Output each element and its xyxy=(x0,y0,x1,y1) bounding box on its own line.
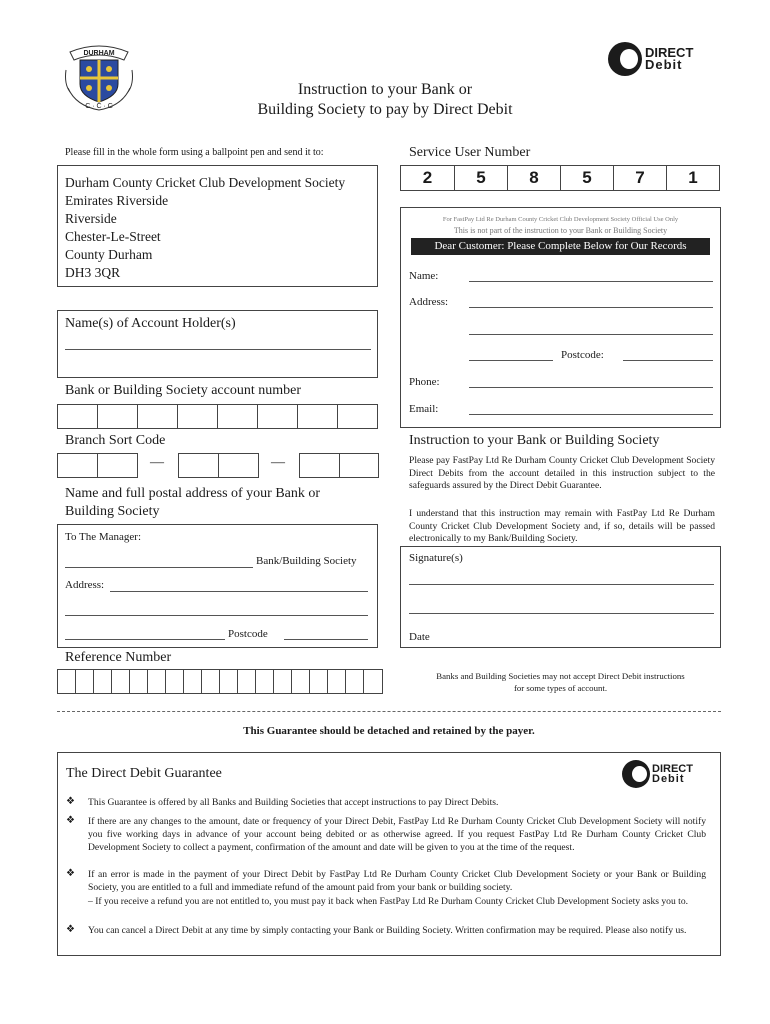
date-label: Date xyxy=(409,631,430,643)
phone-input[interactable] xyxy=(469,387,713,388)
address-input-2[interactable] xyxy=(469,334,713,335)
guarantee-dd-line2: Debit xyxy=(652,773,685,785)
bank-building-society-label: Bank/Building Society xyxy=(256,555,357,567)
service-digit-1: 2 xyxy=(400,165,455,191)
name-input[interactable] xyxy=(469,281,713,282)
sort-digit-cell[interactable] xyxy=(339,453,379,478)
not-part-text: This is not part of the instruction to your Bank or Building Society xyxy=(453,226,668,235)
bullet-icon: ❖ xyxy=(66,924,75,935)
account-number-label: Bank or Building Society account number xyxy=(65,383,302,398)
guarantee-direct-debit-logo xyxy=(622,760,693,788)
title-line-2: Building Society to pay by Direct Debit xyxy=(257,101,513,118)
reference-cell[interactable] xyxy=(255,669,274,694)
address-line-2: Emirates Riverside xyxy=(65,193,169,208)
sort-code-group-2[interactable] xyxy=(178,453,259,478)
account-digit-cell[interactable] xyxy=(97,404,138,429)
banks-note-line1: Banks and Building Societies may not accept Direct Debit instructions xyxy=(436,671,685,681)
reference-cell[interactable] xyxy=(57,669,76,694)
postcode-label: Postcode: xyxy=(561,349,604,361)
banks-note xyxy=(400,671,721,694)
reference-number-label: Reference Number xyxy=(65,650,172,665)
service-digit-5: 7 xyxy=(613,165,667,191)
phone-label: Phone: xyxy=(409,376,440,388)
reference-cell[interactable] xyxy=(309,669,328,694)
account-digit-cell[interactable] xyxy=(57,404,98,429)
account-number-cells[interactable] xyxy=(57,404,378,429)
title-line-1: Instruction to your Bank or xyxy=(297,81,473,98)
service-digit-4: 5 xyxy=(560,165,614,191)
official-use-text: For FastPay Ltd Re Durham County Cricket Club Development Society Official Use Only xyxy=(442,216,679,223)
reference-cell[interactable] xyxy=(129,669,148,694)
sort-code-group-3[interactable] xyxy=(299,453,379,478)
logo-top-text: DURHAM xyxy=(83,50,115,57)
address-line-4: Chester-Le-Street xyxy=(65,229,161,244)
bullet-icon: ❖ xyxy=(66,796,75,807)
bank-address-input-1[interactable] xyxy=(110,591,368,592)
sort-digit-cell[interactable] xyxy=(97,453,138,478)
bullet-icon: ❖ xyxy=(66,815,75,826)
service-digit-6: 1 xyxy=(666,165,720,191)
reference-cell[interactable] xyxy=(183,669,202,694)
sort-digit-cell[interactable] xyxy=(178,453,219,478)
dd-logo-line1: DIRECT xyxy=(645,44,694,60)
reference-cell[interactable] xyxy=(201,669,220,694)
guarantee-item-1: This Guarantee is offered by all Banks and Building Societies that accept instructions to pay Direct Debits. xyxy=(88,797,499,808)
bullet-icon: ❖ xyxy=(66,868,75,879)
service-digit-3: 8 xyxy=(507,165,561,191)
signature-input-2[interactable] xyxy=(409,613,714,614)
address-input-1[interactable] xyxy=(469,307,713,308)
reference-cell[interactable] xyxy=(147,669,166,694)
to-manager-label: To The Manager: xyxy=(65,531,142,543)
address-input-3[interactable] xyxy=(469,360,553,361)
address-line-1: Durham County Cricket Club Development Society xyxy=(65,175,346,190)
bank-address-label xyxy=(65,485,320,521)
guarantee-item-2: If there are any changes to the amount, date or frequency of your Direct Debit, FastPay Ltd Re Durham County Cricket Club Development Society will notify you five working days in advance of your account being debited or as otherwise agreed. If you request FastPay Ltd Re Durham County Cricket Club Development Society to collect a payment, confirmation of the amount and date will be given to you at the time of the request. xyxy=(88,816,706,853)
account-digit-cell[interactable] xyxy=(337,404,378,429)
account-holder-input[interactable] xyxy=(65,349,371,350)
guarantee-item-3-sub: – If you receive a refund you are not entitled to, you must pay it back when FastPay Ltd Re Durham County Cricket Club Development Society asks you to. xyxy=(88,896,689,907)
signature-label: Signature(s) xyxy=(409,552,463,564)
sort-dash-2: — xyxy=(271,455,285,470)
durham-ccc-logo xyxy=(62,40,136,112)
bank-address-label-line1: Name and full postal address of your Bank or xyxy=(65,486,321,501)
guarantee-dd-line1: DIRECT xyxy=(652,762,693,775)
reference-cell[interactable] xyxy=(165,669,184,694)
bank-address-input-3[interactable] xyxy=(65,639,225,640)
instruction-paragraph-2: I understand that this instruction may remain with FastPay Ltd Re Durham County Cricket Club Development Society and, if so, details will be passed electronically to my Bank/Building Society. xyxy=(409,508,715,544)
reference-cell[interactable] xyxy=(219,669,238,694)
sort-digit-cell[interactable] xyxy=(218,453,259,478)
direct-debit-logo-icon xyxy=(608,42,642,76)
account-digit-cell[interactable] xyxy=(177,404,218,429)
email-label: Email: xyxy=(409,403,439,415)
banks-note-line2: for some types of account. xyxy=(513,682,608,693)
address-line-6: DH3 3QR xyxy=(65,265,121,280)
signature-box xyxy=(400,546,721,648)
sort-dash-1: — xyxy=(150,455,164,470)
reference-cell[interactable] xyxy=(93,669,112,694)
bank-name-input[interactable] xyxy=(65,567,253,568)
dd-logo-line2: Debit xyxy=(645,57,683,72)
bank-address-box xyxy=(57,524,378,648)
sort-code-group-1[interactable] xyxy=(57,453,138,478)
account-holder-label: Name(s) of Account Holder(s) xyxy=(65,316,236,331)
service-user-label: Service User Number xyxy=(409,145,531,160)
address-line-3: Riverside xyxy=(65,211,117,226)
service-user-number xyxy=(400,165,720,191)
fill-instruction: Please fill in the whole form using a ballpoint pen and send it to: xyxy=(65,147,324,158)
guarantee-title: The Direct Debit Guarantee xyxy=(66,766,222,781)
page-title xyxy=(190,80,580,120)
guarantee-item-3: If an error is made in the payment of your Direct Debit by FastPay Ltd Re Durham County Cricket Club Development Society or your Bank or Building Society, you are entitled to a full and immediate refund of the amount paid from your bank or building society. xyxy=(88,869,706,893)
reference-number-cells[interactable] xyxy=(57,669,383,694)
reference-cell[interactable] xyxy=(237,669,256,694)
sort-digit-cell[interactable] xyxy=(57,453,98,478)
guarantee-direct-debit-icon xyxy=(622,760,650,788)
records-box xyxy=(400,207,721,428)
bank-address-input-2[interactable] xyxy=(65,615,368,616)
logo-bottom-text: C · C · C xyxy=(85,103,113,110)
bank-address-label-small: Address: xyxy=(65,579,105,591)
detach-dashed-line xyxy=(57,711,721,712)
direct-debit-logo xyxy=(608,42,693,76)
bank-postcode-label: Postcode xyxy=(228,628,268,640)
send-to-address-box xyxy=(57,165,378,287)
sort-digit-cell[interactable] xyxy=(299,453,340,478)
reference-cell[interactable] xyxy=(327,669,346,694)
dear-customer-banner: Dear Customer: Please Complete Below for Our Records xyxy=(411,238,710,255)
reference-cell[interactable] xyxy=(363,669,383,694)
email-input[interactable] xyxy=(469,414,713,415)
reference-cell[interactable] xyxy=(291,669,310,694)
service-digit-2: 5 xyxy=(454,165,508,191)
postcode-input[interactable] xyxy=(623,360,713,361)
bank-address-label-line2: Building Society xyxy=(65,504,160,519)
address-label: Address: xyxy=(409,296,449,308)
name-label: Name: xyxy=(409,270,439,282)
detach-text: This Guarantee should be detached and retained by the payer. xyxy=(243,725,535,737)
account-holder-box xyxy=(57,310,378,378)
guarantee-item-4: You can cancel a Direct Debit at any time by simply contacting your Bank or Building Society. Written confirmation may be required. Please also notify us. xyxy=(88,925,687,936)
instruction-paragraph-1: Please pay FastPay Ltd Re Durham County Cricket Club Development Society Direct Debits from the account detailed in this instruction subject to the safeguards assured by the Direct Debit Guarantee. xyxy=(409,455,715,491)
reference-cell[interactable] xyxy=(75,669,94,694)
account-digit-cell[interactable] xyxy=(297,404,338,429)
account-digit-cell[interactable] xyxy=(257,404,298,429)
reference-cell[interactable] xyxy=(345,669,364,694)
instruction-heading: Instruction to your Bank or Building Society xyxy=(409,433,660,448)
address-line-5: County Durham xyxy=(65,247,153,262)
account-digit-cell[interactable] xyxy=(137,404,178,429)
sort-code-label: Branch Sort Code xyxy=(65,433,166,448)
signature-input-1[interactable] xyxy=(409,584,714,585)
account-digit-cell[interactable] xyxy=(217,404,258,429)
bank-postcode-input[interactable] xyxy=(284,639,368,640)
reference-cell[interactable] xyxy=(273,669,292,694)
reference-cell[interactable] xyxy=(111,669,130,694)
